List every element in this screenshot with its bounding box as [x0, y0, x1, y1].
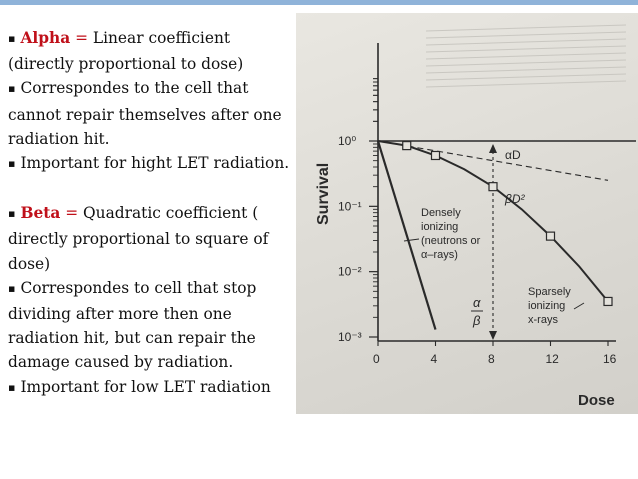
data-point-marker: [604, 297, 612, 305]
x-tick-label: 8: [488, 352, 495, 366]
alpha-detail-2: [8, 151, 290, 177]
alpha-detail-1-text: Correspondes to the cell that cannot repair themselves after one radiation hit.: [8, 79, 282, 148]
bullet-icon: ▪: [8, 281, 16, 295]
y-axis-title: Survival: [315, 162, 332, 225]
page-texture-line: [426, 60, 626, 66]
x-tick-label: 0: [373, 352, 380, 366]
page-texture-line: [426, 67, 626, 73]
y-tick-label: 10⁻²: [338, 264, 362, 279]
alpha-equals: =: [70, 29, 93, 47]
densely-ionizing-label: ionizing: [421, 221, 459, 233]
bullet-icon: ▪: [8, 157, 16, 171]
bullet-icon: ▪: [8, 380, 16, 394]
top-accent-bar: [0, 0, 638, 5]
x-axis-title: Dose: [578, 392, 615, 409]
page-texture-line: [426, 46, 626, 52]
densely-label-leader: [404, 239, 419, 241]
arrow-down-icon: [489, 331, 497, 340]
page-texture-line: [426, 32, 626, 38]
x-tick-label: 16: [603, 352, 617, 366]
beta-detail-1-text: Correspondes to cell that stop dividing after more then one radiation hit, but can repair the damage caused by radiation.: [8, 278, 257, 372]
beta-detail-2: [8, 375, 290, 401]
bullet-icon: ▪: [8, 207, 16, 221]
sparsely-ionizing-label: ionizing: [528, 300, 566, 312]
ratio-alpha-label: α: [473, 295, 481, 310]
page-texture-line: [426, 74, 626, 80]
alpha-detail-1: [8, 76, 290, 151]
survival-curve-figure: [296, 13, 638, 414]
y-tick-label: 10⁻³: [338, 330, 362, 344]
alpha-definition: [8, 26, 290, 76]
x-tick-label: 12: [545, 352, 559, 366]
densely-ionizing-label: Densely: [421, 207, 461, 219]
data-point-marker: [547, 232, 555, 240]
ratio-beta-label: β: [473, 313, 481, 328]
alpha-detail-2-text: Important for hight LET radiation.: [20, 154, 290, 173]
paragraph-spacer: [8, 177, 290, 201]
beta-definition: [8, 201, 290, 276]
beta-definition-text: Quadratic coefficient ( directly proportional to square of dose): [8, 204, 269, 273]
y-tick-label: 10⁻¹: [338, 199, 362, 214]
page-texture-line: [426, 39, 626, 45]
alpha-definition-text: Linear coefficient (directly proportional to dose): [8, 29, 244, 74]
survival-chart: [296, 13, 638, 414]
x-tick-label: 4: [430, 352, 438, 366]
beta-detail-2-text: Important for low LET radiation: [20, 377, 271, 396]
bullet-text-column: [8, 26, 290, 401]
page-texture-line: [426, 53, 626, 59]
page-texture-line: [426, 81, 626, 87]
arrow-up-icon: [489, 144, 497, 153]
bullet-icon: ▪: [8, 32, 16, 45]
beta-detail-1: [8, 276, 290, 375]
y-tick-label: 10⁰: [338, 134, 357, 148]
page-texture-line: [426, 25, 626, 31]
sparsely-label-leader: [574, 303, 584, 309]
data-point-marker: [489, 183, 497, 191]
data-point-marker: [432, 151, 440, 159]
beta-equals: =: [60, 204, 84, 223]
alpha-term: Alpha: [20, 29, 71, 47]
data-point-marker: [403, 142, 411, 150]
sparsely-ionizing-label: x-rays: [528, 314, 558, 326]
beta-term: Beta: [20, 204, 61, 223]
densely-ionizing-label: (neutrons or: [421, 235, 481, 247]
bullet-icon: ▪: [8, 82, 16, 96]
densely-ionizing-label: α–rays): [421, 249, 458, 261]
beta-d2-label: βD²: [505, 192, 525, 206]
alpha-d-label: αD: [505, 148, 521, 162]
sparsely-ionizing-label: Sparsely: [528, 286, 571, 298]
